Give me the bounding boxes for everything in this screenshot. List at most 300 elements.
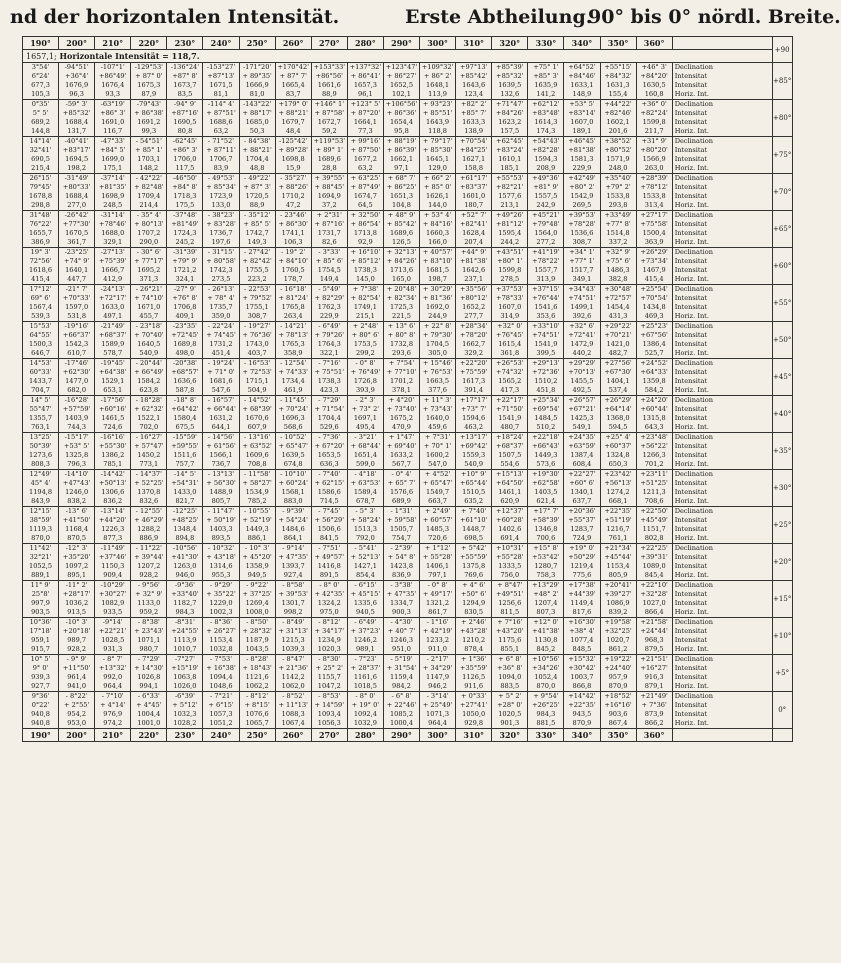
cell-value: - 7°36' [318,433,341,441]
cell-value: + 88°21' [242,146,272,154]
cell-value: 689,9 [392,497,411,505]
cell-value: 1565,2 [498,377,522,385]
cell-value: 1472,9 [570,340,594,348]
cell-value: + 52°13' [350,553,381,561]
cell-value: 1681,6 [209,377,233,385]
cell-value: +41°30' [171,553,199,561]
cell-value: + 48° 9' [387,211,416,219]
cell-value: 870,0 [536,682,556,690]
cell-value: 984,3 [536,710,556,718]
data-cell [23,655,59,692]
cell-value: 15,9 [285,164,301,172]
row-label: Intensitat [674,266,708,274]
cell-value: + 87°49' [350,183,381,191]
data-cell [636,544,672,581]
cell-value: +51°19' [604,516,632,524]
cell-value: 554,6 [500,460,520,468]
cell-value: 1670,6 [245,414,269,422]
data-cell [23,63,59,100]
cell-value: +12°37' [496,507,524,515]
cell-value: +19°30' [532,470,560,478]
cell-value: - 13°13' [207,470,235,478]
cell-value: 1568,1 [281,488,305,496]
cell-value: 1677,2 [353,155,377,163]
cell-value: + 71° 0' [207,368,235,376]
cell-value: + 79°30' [422,331,453,339]
cell-value: +64°52' [568,63,596,71]
cell-value: 1088,3 [281,710,305,718]
data-cell [383,248,419,285]
cell-value: 933,5 [103,608,123,616]
cell-value: 951,0 [392,645,411,653]
cell-value: +80°33' [62,183,91,191]
cell-value: + 87° 0' [135,72,163,80]
cell-value: +83°24' [496,146,524,154]
data-cell [492,396,528,433]
cell-value: 1557,7 [534,266,558,274]
cell-value: - 8°28' [246,655,269,663]
cell-value: + 65° 7' [387,479,416,487]
cell-value: 1513,3 [353,525,377,533]
latitude-label: +25° [772,507,792,544]
cell-value: 1662,7 [462,340,486,348]
data-cell [275,692,311,729]
data-cell [636,581,672,618]
row-label: Intensitat [674,664,708,672]
row-label: Horiz. Int. [674,312,709,320]
cell-value: +69°42' [459,442,488,450]
cell-value: 870,5 [67,534,87,542]
data-cell [636,692,672,729]
cell-value: -125°42' [279,137,308,145]
cell-value: 1085,2 [389,710,414,718]
data-cell [420,655,456,692]
cell-value: 1126,5 [462,673,486,681]
cell-value: 1715,1 [245,377,269,385]
cell-value: -16°16' [100,433,125,441]
cell-value: 1695,2 [137,266,161,274]
cell-value: 682,0 [67,386,87,394]
cell-value: +46° 3' [641,63,667,71]
cell-value: +11°50' [62,664,91,672]
cell-value: +86° 3' [100,109,126,117]
cell-value: +68°37' [496,442,524,450]
latitude-band-row [23,396,793,433]
cell-value: 392,6 [572,312,592,320]
cell-value: - 22°24' [207,322,235,330]
cell-value: 277,7 [464,312,484,320]
longitude-header: 230° [167,37,203,50]
data-cell [311,174,347,211]
cell-value: 653,1 [103,386,123,394]
cell-value: 1052,4 [534,673,558,681]
cell-value: 1370,8 [137,488,161,496]
cell-value: + 63°25' [350,174,381,182]
row-label: Intensitat [674,294,708,302]
cell-value: 1628,4 [462,229,486,237]
cell-value: + 67°20' [314,442,345,450]
cell-value: +18°52' [604,692,632,700]
cell-value: + 5°42' [461,544,487,552]
latitude-band-row [23,322,793,359]
cell-value: 878,4 [464,645,484,653]
cell-value: 848,5 [572,645,592,653]
cell-value: 761,1 [608,534,628,542]
cell-value: 148,9 [572,90,592,98]
cell-value: + 66°49' [134,368,164,376]
cell-value: + 59°58' [386,516,417,524]
data-cell [528,100,564,137]
cell-value: 1614,3 [534,118,558,126]
cell-value: 378,1 [392,386,411,394]
cell-value: 1720,5 [245,192,269,200]
cell-value: 1425,3 [570,414,594,422]
cell-value: -14°10' [64,470,89,478]
data-cell [492,285,528,322]
cell-value: +10° 9' [461,470,487,478]
longitude-header: 200° [59,37,95,50]
data-cell [59,396,95,433]
cell-value: 650,3 [608,460,628,468]
data-cell [636,100,672,137]
data-cell [528,470,564,507]
cell-value: 1427,1 [353,562,377,570]
data-cell [383,655,419,692]
cell-value: 668,1 [608,497,628,505]
cell-value: 811,5 [500,608,520,616]
data-cell [456,655,492,692]
cell-value: +64°33' [640,368,668,376]
latitude-label: +15° [772,581,792,618]
cell-value: 901,3 [500,719,520,727]
cell-value: 1325,8 [65,451,89,459]
cell-value: 1477,0 [65,377,89,385]
cell-value: 866,8 [572,682,592,690]
cell-value: 96,1 [358,90,373,98]
cell-value: -171°20' [242,63,272,71]
cell-value: +39°27' [604,590,632,598]
cell-value: 1288,2 [137,525,161,533]
cell-value: + 84°26' [386,257,417,265]
cell-value: 1676,4 [101,81,125,89]
cell-value: 843,9 [31,497,50,505]
table-subtitle [23,50,773,63]
cell-value: + 25° 2' [315,664,343,672]
cell-value: + 31°13' [278,627,308,635]
latitude-band-row [23,100,793,137]
data-cell [95,507,131,544]
cell-value: + 4°52' [424,470,451,478]
data-cell [383,692,419,729]
cell-value: - 16°18' [280,285,307,293]
cell-value: 1594,3 [534,155,558,163]
cell-value: + 39°55' [314,174,345,182]
cell-value: + 83°28' [206,220,236,228]
cell-value: 155,4 [608,90,628,98]
cell-value: + 85°12' [350,257,381,265]
cell-value: - 2°17' [426,655,449,663]
data-cell [347,137,383,174]
cell-value: + 80°13' [134,220,164,228]
cell-value: - 2°39' [390,544,413,552]
cell-value: 37,2 [321,201,337,209]
data-cell [203,322,239,359]
cell-value: 1662,1 [389,155,414,163]
cell-value: 26°15' [29,174,52,182]
cell-value: 953,0 [67,719,87,727]
data-cell [95,544,131,581]
cell-value: + 0°33' [461,692,487,700]
row-label: Intensitat [674,488,708,496]
cell-value: 495,4 [355,423,375,431]
data-cell [528,396,564,433]
data-cell [636,507,672,544]
cell-value: - 7°16' [318,359,341,367]
latitude-label: +50° [772,322,792,359]
cell-value: +81°49' [171,220,199,228]
data-cell [131,285,167,322]
data-cell [492,433,528,470]
cell-value: + 86° 2' [423,72,452,80]
cell-value: 1340,1 [570,488,594,496]
cell-value: +22°35' [604,507,632,515]
cell-value: +67°21' [568,405,596,413]
cell-value: 1699,0 [101,155,125,163]
cell-value: 55°47' [29,405,52,413]
cell-value: 1246,2 [353,636,377,644]
cell-value: -27°13' [100,248,125,256]
cell-value: 1094,0 [498,673,522,681]
row-labels-cell [672,433,772,470]
cell-value: 1454,4 [606,303,630,311]
data-cell [456,507,492,544]
data-cell [95,692,131,729]
cell-value: +64°50' [496,479,524,487]
cell-value: +20°18' [62,627,91,635]
cell-value: 1586,6 [317,488,341,496]
cell-value: +53° 5' [63,442,90,450]
cell-value: 83,9 [213,164,229,172]
cell-value: +38° 4' [569,627,595,635]
data-cell [383,433,419,470]
cell-value: +80°20' [640,146,668,154]
cell-value: 998,2 [283,608,303,616]
cell-value: 1207,4 [534,599,558,607]
cell-value: 1449,3 [534,451,558,459]
cell-value: +72°36' [532,368,560,376]
data-cell [492,63,528,100]
cell-value: 393,9 [355,386,375,394]
cell-value: + 82°34' [386,294,417,302]
cell-value: 1321,2 [426,599,450,607]
cell-value: 1533,8 [642,192,666,200]
cell-value: 1724,3 [173,229,197,237]
cell-value: -46°50' [172,174,197,182]
cell-value: - 9°56' [137,581,160,589]
cell-value: +75°58' [640,220,668,228]
cell-value: 1057,3 [209,710,233,718]
data-cell [95,359,131,396]
cell-value: 1589,9 [101,340,125,348]
data-cell [311,63,347,100]
cell-value: 754,7 [392,534,411,542]
row-label: Declination [674,692,713,700]
row-labels-cell [672,581,772,618]
cell-value: +23°42' [604,470,632,478]
data-cell [239,359,275,396]
cell-value: 964,4 [428,719,448,727]
data-cell [239,211,275,248]
cell-value: +62°58' [532,479,560,487]
cell-value: - 2° 3' [355,396,376,404]
footer-blank-cell [772,729,792,742]
cell-value: 1627,1 [462,155,486,163]
data-cell [420,544,456,581]
cell-value: +60°37' [604,442,632,450]
cell-value: 1652,2 [462,303,486,311]
cell-value: 1743,0 [245,340,269,348]
cell-value: 1541,6 [534,303,558,311]
data-cell [203,544,239,581]
data-cell [23,285,59,322]
cell-value: 299,2 [355,349,375,357]
data-cell [564,470,600,507]
data-cell [492,359,528,396]
cell-value: 1153,4 [209,636,233,644]
data-cell [23,581,59,618]
cell-value: +78°28' [568,220,596,228]
data-cell [383,100,419,137]
data-cell [528,692,564,729]
cell-value: 10° 5' [30,655,51,663]
cell-value: +63°59' [568,442,596,450]
row-label: Declination [674,322,713,330]
cell-value: 80,8 [177,127,193,135]
latitude-band-row [23,507,793,544]
cell-value: 1734,4 [281,377,305,385]
cell-value: 293,8 [608,201,628,209]
cell-value: 1499,1 [570,303,594,311]
data-cell [311,100,347,137]
cell-value: 1403,9 [65,414,89,422]
cell-value: 1273,6 [29,451,53,459]
cell-value: +26°53' [496,359,524,367]
data-cell [167,433,203,470]
cell-value: +123° 5' [350,100,381,108]
cell-value: 1433,7 [29,377,53,385]
cell-value: +22°50' [640,507,668,515]
cell-value: - 71°52' [207,137,235,145]
cell-value: +16°27' [640,664,668,672]
cell-value: 498,0 [175,349,195,357]
cell-value: 412,9 [103,275,123,283]
cell-value: +48° 2' [533,590,559,598]
cell-value: 1506,6 [317,525,341,533]
cell-value: 974,2 [103,719,123,727]
cell-value: 93,3 [105,90,121,98]
cell-value: +67°56' [640,331,668,339]
cell-value: 808,3 [31,460,50,468]
row-labels-cell [672,174,772,211]
cell-value: 1280,7 [534,562,558,570]
cell-value: + 84°16' [422,220,453,228]
cell-value: 1433,0 [173,488,197,496]
cell-value: 1655,7 [29,229,53,237]
cell-value: 584,2 [644,386,664,394]
latitude-label: +30° [772,470,792,507]
cell-value: + 40° 7' [387,627,416,635]
cell-value: - 13°16' [244,433,271,441]
data-cell [636,322,672,359]
cell-value: + 4°20' [388,396,415,404]
cell-value: +86°56' [315,72,343,80]
cell-value: 1002,3 [209,608,233,616]
cell-value: +24°20' [640,396,668,404]
cell-value: +49°36' [532,174,560,182]
cell-value: 79°45' [29,183,52,191]
row-label: Intensitat [674,590,708,598]
cell-value: 382,8 [608,275,628,283]
cell-value: 900,3 [392,608,411,616]
data-cell [95,618,131,655]
cell-value: +71°47' [496,100,524,108]
cell-value: 663,7 [428,497,448,505]
cell-value: 229,9 [572,164,592,172]
cell-value: - 42°22' [135,174,162,182]
data-cell [456,211,492,248]
cell-value: + 7°54' [388,359,415,367]
cell-value: +34°26' [532,664,560,672]
cell-value: 313,4 [644,201,664,209]
data-cell [383,618,419,655]
cell-value: 87,9 [141,90,157,98]
cell-value: 1762,3 [317,303,341,311]
data-cell [420,396,456,433]
cell-value: 1541,9 [498,414,522,422]
cell-value: 870,9 [572,719,592,727]
cell-value: 838,2 [67,497,87,505]
cell-value: +24°40' [604,664,632,672]
cell-value: 214,4 [139,201,159,209]
data-cell [275,618,311,655]
cell-value: +76° 8' [172,294,198,302]
data-cell [528,581,564,618]
cell-value: 763,1 [31,423,50,431]
data-cell [95,174,131,211]
cell-value: 866,2 [644,719,664,727]
row-labels-cell [672,211,772,248]
cell-value: -8°31' [174,618,195,626]
data-cell [600,470,636,507]
cell-value: + 28°32' [242,627,272,635]
cell-value: 756,0 [500,571,520,579]
cell-value: 1709,4 [137,192,161,200]
cell-value: +18°24' [496,433,524,441]
cell-value: +32° 9' [605,248,631,256]
cell-value: +58°39' [532,516,560,524]
cell-value: - 7°23' [354,655,377,663]
cell-value: - 8°49' [282,618,305,626]
data-cell [167,211,203,248]
cell-value: +33°49' [604,211,632,219]
cell-value: 88,9 [249,201,265,209]
cell-value: +83°37' [459,183,488,191]
cell-value: 949,5 [247,571,267,579]
cell-value: + 76°49' [350,368,381,376]
latitude-label: +35° [772,433,792,470]
cell-value: 916,3 [644,673,664,681]
cell-value: +43°20' [496,627,524,635]
